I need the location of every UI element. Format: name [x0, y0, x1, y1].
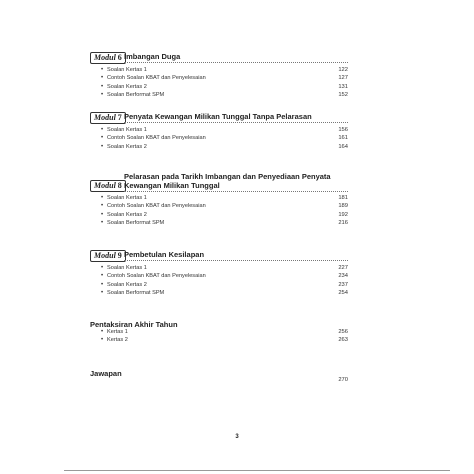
- module-header: [90, 52, 348, 66]
- item-label: Soalan Berformat SPM: [107, 219, 165, 226]
- item-page: 122: [338, 67, 348, 73]
- list-item: • Soalan Kertas 1 227: [101, 265, 348, 271]
- badge-number: 7: [117, 113, 122, 122]
- list-item: • Soalan Kertas 2 164: [101, 143, 348, 150]
- item-page: 263: [338, 337, 348, 344]
- item-page: 127: [338, 75, 348, 82]
- item-label: Soalan Kertas 1: [107, 127, 147, 133]
- list-item: • Soalan Kertas 2 192: [101, 211, 348, 218]
- module-7-section: [90, 112, 348, 151]
- dotted-rule: [124, 122, 348, 123]
- item-page: 161: [338, 135, 348, 142]
- list-item: • Soalan Kertas 1 181: [101, 195, 348, 201]
- module-title: Pembetulan Kesilapan: [124, 250, 205, 259]
- module-title: Pelarasan pada Tarikh Imbangan dan Penyediaan Penyata Kewangan Milikan Tunggal: [124, 172, 331, 190]
- module-item-list: [90, 126, 348, 151]
- item-label: Soalan Kertas 2: [107, 83, 147, 90]
- module-title: Imbangan Duga: [124, 52, 181, 61]
- item-label: Soalan Kertas 1: [107, 195, 147, 201]
- list-item: • Soalan Kertas 1 122: [101, 67, 348, 73]
- item-label: Soalan Berformat SPM: [107, 91, 165, 98]
- jawapan-section: [90, 376, 348, 384]
- item-page: 192: [338, 211, 348, 218]
- module-badge: [90, 112, 126, 124]
- item-label: Soalan Kertas 2: [107, 143, 147, 150]
- dotted-rule: [124, 260, 348, 261]
- module-item-list: [90, 66, 348, 99]
- item-label: Kertas 2: [107, 337, 128, 344]
- item-label: Soalan Kertas 2: [107, 281, 147, 288]
- badge-word: Modul: [94, 181, 116, 190]
- module-8-section: [90, 172, 348, 227]
- list-item: • Contoh Soalan KBAT dan Penyelesaian 161: [101, 135, 348, 142]
- item-page: 181: [338, 195, 348, 201]
- footer-divider: [64, 470, 450, 471]
- module-header: [90, 250, 348, 264]
- item-page: 164: [338, 143, 348, 150]
- list-item: • Soalan Berformat SPM 254: [101, 289, 348, 296]
- item-page: 254: [338, 289, 348, 296]
- item-page: 156: [338, 127, 348, 133]
- module-header: [90, 112, 348, 126]
- module-badge: [90, 250, 126, 262]
- list-item: • Soalan Kertas 2 237: [101, 281, 348, 288]
- list-item: • Soalan Kertas 2 131: [101, 83, 348, 90]
- item-page: 256: [338, 329, 348, 335]
- badge-word: Modul: [94, 53, 116, 62]
- item-page: 234: [338, 273, 348, 280]
- item-page: 227: [338, 265, 348, 271]
- badge-number: 6: [117, 53, 122, 62]
- item-page: 152: [338, 91, 348, 98]
- item-label: Soalan Kertas 1: [107, 67, 147, 73]
- jawapan-list: [90, 376, 348, 384]
- item-page: 189: [338, 203, 348, 210]
- badge-word: Modul: [94, 113, 116, 122]
- item-page: 270: [338, 377, 348, 383]
- item-page: 216: [338, 219, 348, 226]
- item-label: Kertas 1: [107, 329, 128, 335]
- module-badge: [90, 52, 126, 64]
- module-6-section: [90, 52, 348, 99]
- list-item: [90, 376, 348, 384]
- item-label: Soalan Berformat SPM: [107, 289, 165, 296]
- module-title: Penyata Kewangan Milikan Tunggal Tanpa Pelarasan: [124, 112, 312, 121]
- module-9-section: [90, 250, 348, 297]
- list-item: • Kertas 2 263: [101, 337, 348, 344]
- item-page: 131: [338, 83, 348, 90]
- dotted-rule: [124, 62, 348, 63]
- item-label: Contoh Soalan KBAT dan Penyelesaian: [107, 273, 206, 280]
- pentaksiran-section: [90, 328, 348, 345]
- list-item: • Soalan Berformat SPM 152: [101, 91, 348, 98]
- list-item: • Soalan Berformat SPM 216: [101, 219, 348, 226]
- item-page: 237: [338, 281, 348, 288]
- list-item: • Soalan Kertas 1 156: [101, 127, 348, 133]
- pentaksiran-title: Pentaksiran Akhir Tahun: [90, 320, 178, 329]
- module-item-list: [90, 264, 348, 297]
- list-item: • Contoh Soalan KBAT dan Penyelesaian 189: [101, 203, 348, 210]
- jawapan-title: Jawapan: [90, 369, 122, 378]
- module-header: [90, 172, 348, 194]
- pentaksiran-item-list: [90, 328, 348, 345]
- module-item-list: [90, 194, 348, 227]
- module-badge: [90, 180, 126, 192]
- item-label: Contoh Soalan KBAT dan Penyelesaian: [107, 75, 206, 82]
- dotted-rule: [124, 191, 348, 192]
- item-label: Soalan Kertas 2: [107, 211, 147, 218]
- page-number: 3: [235, 434, 239, 440]
- item-label: Contoh Soalan KBAT dan Penyelesaian: [107, 135, 206, 142]
- list-item: • Contoh Soalan KBAT dan Penyelesaian 234: [101, 273, 348, 280]
- item-label: Soalan Kertas 1: [107, 265, 147, 271]
- badge-word: Modul: [94, 251, 116, 260]
- item-label: Contoh Soalan KBAT dan Penyelesaian: [107, 203, 206, 210]
- badge-number: 9: [117, 251, 122, 260]
- badge-number: 8: [117, 181, 122, 190]
- list-item: • Kertas 1 256: [101, 329, 348, 335]
- list-item: • Contoh Soalan KBAT dan Penyelesaian 127: [101, 75, 348, 82]
